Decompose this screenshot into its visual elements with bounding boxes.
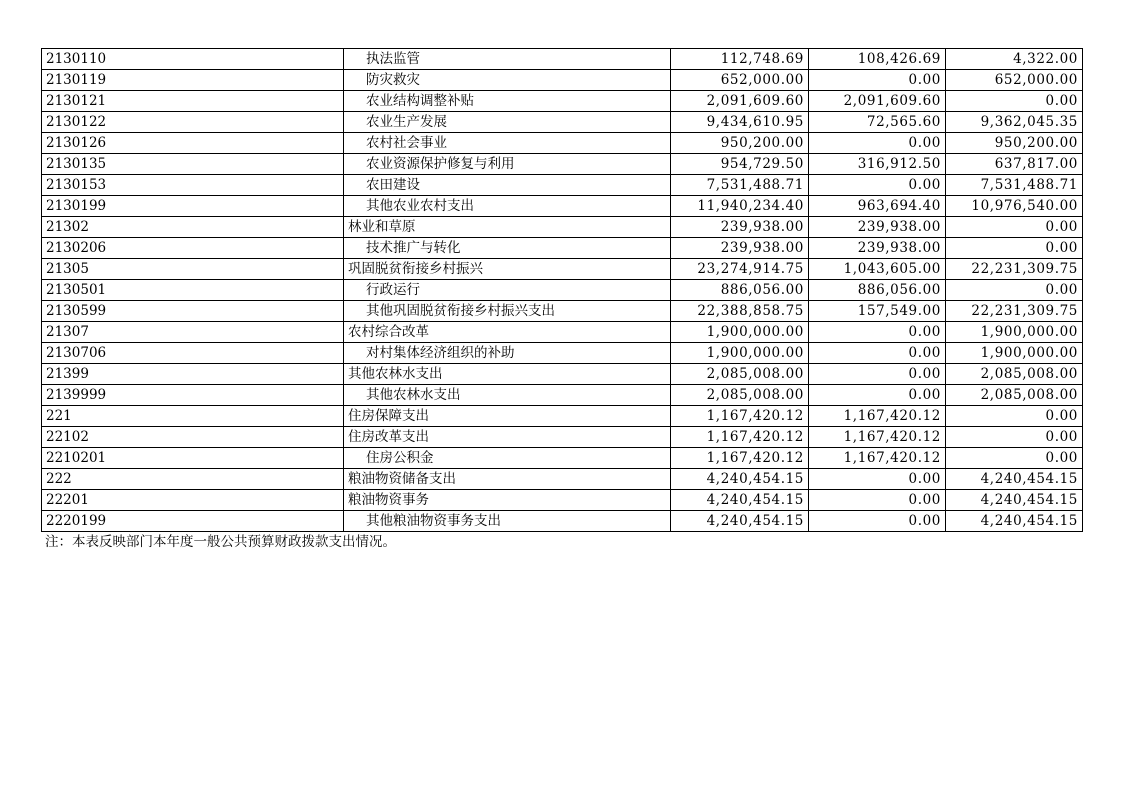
table-row bbox=[42, 133, 1083, 154]
subject-code-cell: 2130706 bbox=[42, 343, 344, 364]
subject-code-cell: 21307 bbox=[42, 322, 344, 343]
project-expenditure-cell: 2,085,008.00 bbox=[946, 364, 1083, 385]
project-expenditure-cell: 22,231,309.75 bbox=[946, 301, 1083, 322]
table-row bbox=[42, 49, 1083, 70]
table-row bbox=[42, 175, 1083, 196]
project-expenditure-cell: 637,817.00 bbox=[946, 154, 1083, 175]
total-amount-cell: 2,091,609.60 bbox=[671, 91, 809, 112]
basic-expenditure-cell: 0.00 bbox=[809, 70, 946, 91]
basic-expenditure-cell: 0.00 bbox=[809, 469, 946, 490]
subject-name-cell: 其他农林水支出 bbox=[344, 364, 671, 385]
basic-expenditure-cell: 316,912.50 bbox=[809, 154, 946, 175]
table-row bbox=[42, 364, 1083, 385]
table-row bbox=[42, 238, 1083, 259]
basic-expenditure-cell: 239,938.00 bbox=[809, 238, 946, 259]
table-row bbox=[42, 469, 1083, 490]
total-amount-cell: 1,167,420.12 bbox=[671, 448, 809, 469]
project-expenditure-cell: 0.00 bbox=[946, 448, 1083, 469]
subject-name-cell: 对村集体经济组织的补助 bbox=[344, 343, 671, 364]
table-row bbox=[42, 301, 1083, 322]
table-row bbox=[42, 511, 1083, 532]
table-row bbox=[42, 385, 1083, 406]
total-amount-cell: 4,240,454.15 bbox=[671, 511, 809, 532]
subject-name-cell: 农田建设 bbox=[344, 175, 671, 196]
table-row bbox=[42, 259, 1083, 280]
table-row bbox=[42, 112, 1083, 133]
basic-expenditure-cell: 0.00 bbox=[809, 511, 946, 532]
table-row bbox=[42, 154, 1083, 175]
subject-name-cell: 农业结构调整补贴 bbox=[344, 91, 671, 112]
total-amount-cell: 1,167,420.12 bbox=[671, 427, 809, 448]
basic-expenditure-cell: 1,167,420.12 bbox=[809, 427, 946, 448]
project-expenditure-cell: 0.00 bbox=[946, 280, 1083, 301]
subject-name-cell: 其他粮油物资事务支出 bbox=[344, 511, 671, 532]
subject-name-cell: 其他巩固脱贫衔接乡村振兴支出 bbox=[344, 301, 671, 322]
project-expenditure-cell: 4,240,454.15 bbox=[946, 469, 1083, 490]
total-amount-cell: 886,056.00 bbox=[671, 280, 809, 301]
basic-expenditure-cell: 1,167,420.12 bbox=[809, 406, 946, 427]
subject-name-cell: 农村综合改革 bbox=[344, 322, 671, 343]
total-amount-cell: 112,748.69 bbox=[671, 49, 809, 70]
table-footnote: 注：本表反映部门本年度一般公共预算财政拨款支出情况。 bbox=[45, 534, 396, 550]
project-expenditure-cell: 2,085,008.00 bbox=[946, 385, 1083, 406]
subject-name-cell: 防灾救灾 bbox=[344, 70, 671, 91]
project-expenditure-cell: 0.00 bbox=[946, 238, 1083, 259]
project-expenditure-cell: 950,200.00 bbox=[946, 133, 1083, 154]
project-expenditure-cell: 10,976,540.00 bbox=[946, 196, 1083, 217]
total-amount-cell: 9,434,610.95 bbox=[671, 112, 809, 133]
project-expenditure-cell: 7,531,488.71 bbox=[946, 175, 1083, 196]
subject-name-cell: 粮油物资储备支出 bbox=[344, 469, 671, 490]
project-expenditure-cell: 4,322.00 bbox=[946, 49, 1083, 70]
subject-code-cell: 21302 bbox=[42, 217, 344, 238]
subject-name-cell: 粮油物资事务 bbox=[344, 490, 671, 511]
budget-expenditure-table bbox=[41, 48, 1083, 532]
subject-name-cell: 住房改革支出 bbox=[344, 427, 671, 448]
project-expenditure-cell: 4,240,454.15 bbox=[946, 490, 1083, 511]
project-expenditure-cell: 1,900,000.00 bbox=[946, 343, 1083, 364]
subject-code-cell: 2130135 bbox=[42, 154, 344, 175]
subject-code-cell: 2139999 bbox=[42, 385, 344, 406]
subject-name-cell: 巩固脱贫衔接乡村振兴 bbox=[344, 259, 671, 280]
total-amount-cell: 11,940,234.40 bbox=[671, 196, 809, 217]
subject-name-cell: 执法监管 bbox=[344, 49, 671, 70]
basic-expenditure-cell: 1,043,605.00 bbox=[809, 259, 946, 280]
basic-expenditure-cell: 1,167,420.12 bbox=[809, 448, 946, 469]
subject-code-cell: 2220199 bbox=[42, 511, 344, 532]
subject-code-cell: 2130122 bbox=[42, 112, 344, 133]
project-expenditure-cell: 22,231,309.75 bbox=[946, 259, 1083, 280]
table-row bbox=[42, 70, 1083, 91]
total-amount-cell: 239,938.00 bbox=[671, 217, 809, 238]
subject-code-cell: 2130121 bbox=[42, 91, 344, 112]
total-amount-cell: 22,388,858.75 bbox=[671, 301, 809, 322]
basic-expenditure-cell: 886,056.00 bbox=[809, 280, 946, 301]
subject-code-cell: 21399 bbox=[42, 364, 344, 385]
subject-code-cell: 2130501 bbox=[42, 280, 344, 301]
table-row bbox=[42, 196, 1083, 217]
subject-name-cell: 其他农林水支出 bbox=[344, 385, 671, 406]
basic-expenditure-cell: 72,565.60 bbox=[809, 112, 946, 133]
table-row bbox=[42, 490, 1083, 511]
subject-name-cell: 住房公积金 bbox=[344, 448, 671, 469]
total-amount-cell: 4,240,454.15 bbox=[671, 490, 809, 511]
total-amount-cell: 652,000.00 bbox=[671, 70, 809, 91]
subject-code-cell: 21305 bbox=[42, 259, 344, 280]
subject-name-cell: 农业资源保护修复与利用 bbox=[344, 154, 671, 175]
project-expenditure-cell: 0.00 bbox=[946, 427, 1083, 448]
total-amount-cell: 7,531,488.71 bbox=[671, 175, 809, 196]
document-page bbox=[41, 48, 1082, 552]
total-amount-cell: 950,200.00 bbox=[671, 133, 809, 154]
project-expenditure-cell: 0.00 bbox=[946, 217, 1083, 238]
basic-expenditure-cell: 239,938.00 bbox=[809, 217, 946, 238]
total-amount-cell: 954,729.50 bbox=[671, 154, 809, 175]
basic-expenditure-cell: 2,091,609.60 bbox=[809, 91, 946, 112]
table-row bbox=[42, 448, 1083, 469]
basic-expenditure-cell: 0.00 bbox=[809, 175, 946, 196]
basic-expenditure-cell: 0.00 bbox=[809, 490, 946, 511]
basic-expenditure-cell: 0.00 bbox=[809, 343, 946, 364]
subject-name-cell: 其他农业农村支出 bbox=[344, 196, 671, 217]
table-row bbox=[42, 280, 1083, 301]
subject-code-cell: 221 bbox=[42, 406, 344, 427]
project-expenditure-cell: 0.00 bbox=[946, 91, 1083, 112]
total-amount-cell: 239,938.00 bbox=[671, 238, 809, 259]
subject-code-cell: 2130199 bbox=[42, 196, 344, 217]
table-row bbox=[42, 91, 1083, 112]
total-amount-cell: 23,274,914.75 bbox=[671, 259, 809, 280]
basic-expenditure-cell: 108,426.69 bbox=[809, 49, 946, 70]
basic-expenditure-cell: 0.00 bbox=[809, 385, 946, 406]
basic-expenditure-cell: 0.00 bbox=[809, 322, 946, 343]
subject-code-cell: 2130153 bbox=[42, 175, 344, 196]
subject-code-cell: 2130599 bbox=[42, 301, 344, 322]
subject-name-cell: 行政运行 bbox=[344, 280, 671, 301]
project-expenditure-cell: 4,240,454.15 bbox=[946, 511, 1083, 532]
project-expenditure-cell: 9,362,045.35 bbox=[946, 112, 1083, 133]
project-expenditure-cell: 652,000.00 bbox=[946, 70, 1083, 91]
project-expenditure-cell: 1,900,000.00 bbox=[946, 322, 1083, 343]
total-amount-cell: 2,085,008.00 bbox=[671, 385, 809, 406]
table-row bbox=[42, 427, 1083, 448]
total-amount-cell: 2,085,008.00 bbox=[671, 364, 809, 385]
subject-code-cell: 2130206 bbox=[42, 238, 344, 259]
basic-expenditure-cell: 0.00 bbox=[809, 133, 946, 154]
subject-name-cell: 林业和草原 bbox=[344, 217, 671, 238]
subject-code-cell: 2210201 bbox=[42, 448, 344, 469]
subject-code-cell: 2130126 bbox=[42, 133, 344, 154]
total-amount-cell: 1,900,000.00 bbox=[671, 322, 809, 343]
subject-code-cell: 222 bbox=[42, 469, 344, 490]
table-row bbox=[42, 322, 1083, 343]
subject-name-cell: 技术推广与转化 bbox=[344, 238, 671, 259]
table-row bbox=[42, 217, 1083, 238]
total-amount-cell: 1,167,420.12 bbox=[671, 406, 809, 427]
basic-expenditure-cell: 963,694.40 bbox=[809, 196, 946, 217]
basic-expenditure-cell: 0.00 bbox=[809, 364, 946, 385]
subject-name-cell: 住房保障支出 bbox=[344, 406, 671, 427]
total-amount-cell: 1,900,000.00 bbox=[671, 343, 809, 364]
subject-code-cell: 22102 bbox=[42, 427, 344, 448]
subject-name-cell: 农业生产发展 bbox=[344, 112, 671, 133]
table-row bbox=[42, 343, 1083, 364]
project-expenditure-cell: 0.00 bbox=[946, 406, 1083, 427]
subject-code-cell: 22201 bbox=[42, 490, 344, 511]
subject-code-cell: 2130110 bbox=[42, 49, 344, 70]
total-amount-cell: 4,240,454.15 bbox=[671, 469, 809, 490]
subject-name-cell: 农村社会事业 bbox=[344, 133, 671, 154]
subject-code-cell: 2130119 bbox=[42, 70, 344, 91]
table-body bbox=[42, 49, 1083, 532]
basic-expenditure-cell: 157,549.00 bbox=[809, 301, 946, 322]
table-row bbox=[42, 406, 1083, 427]
